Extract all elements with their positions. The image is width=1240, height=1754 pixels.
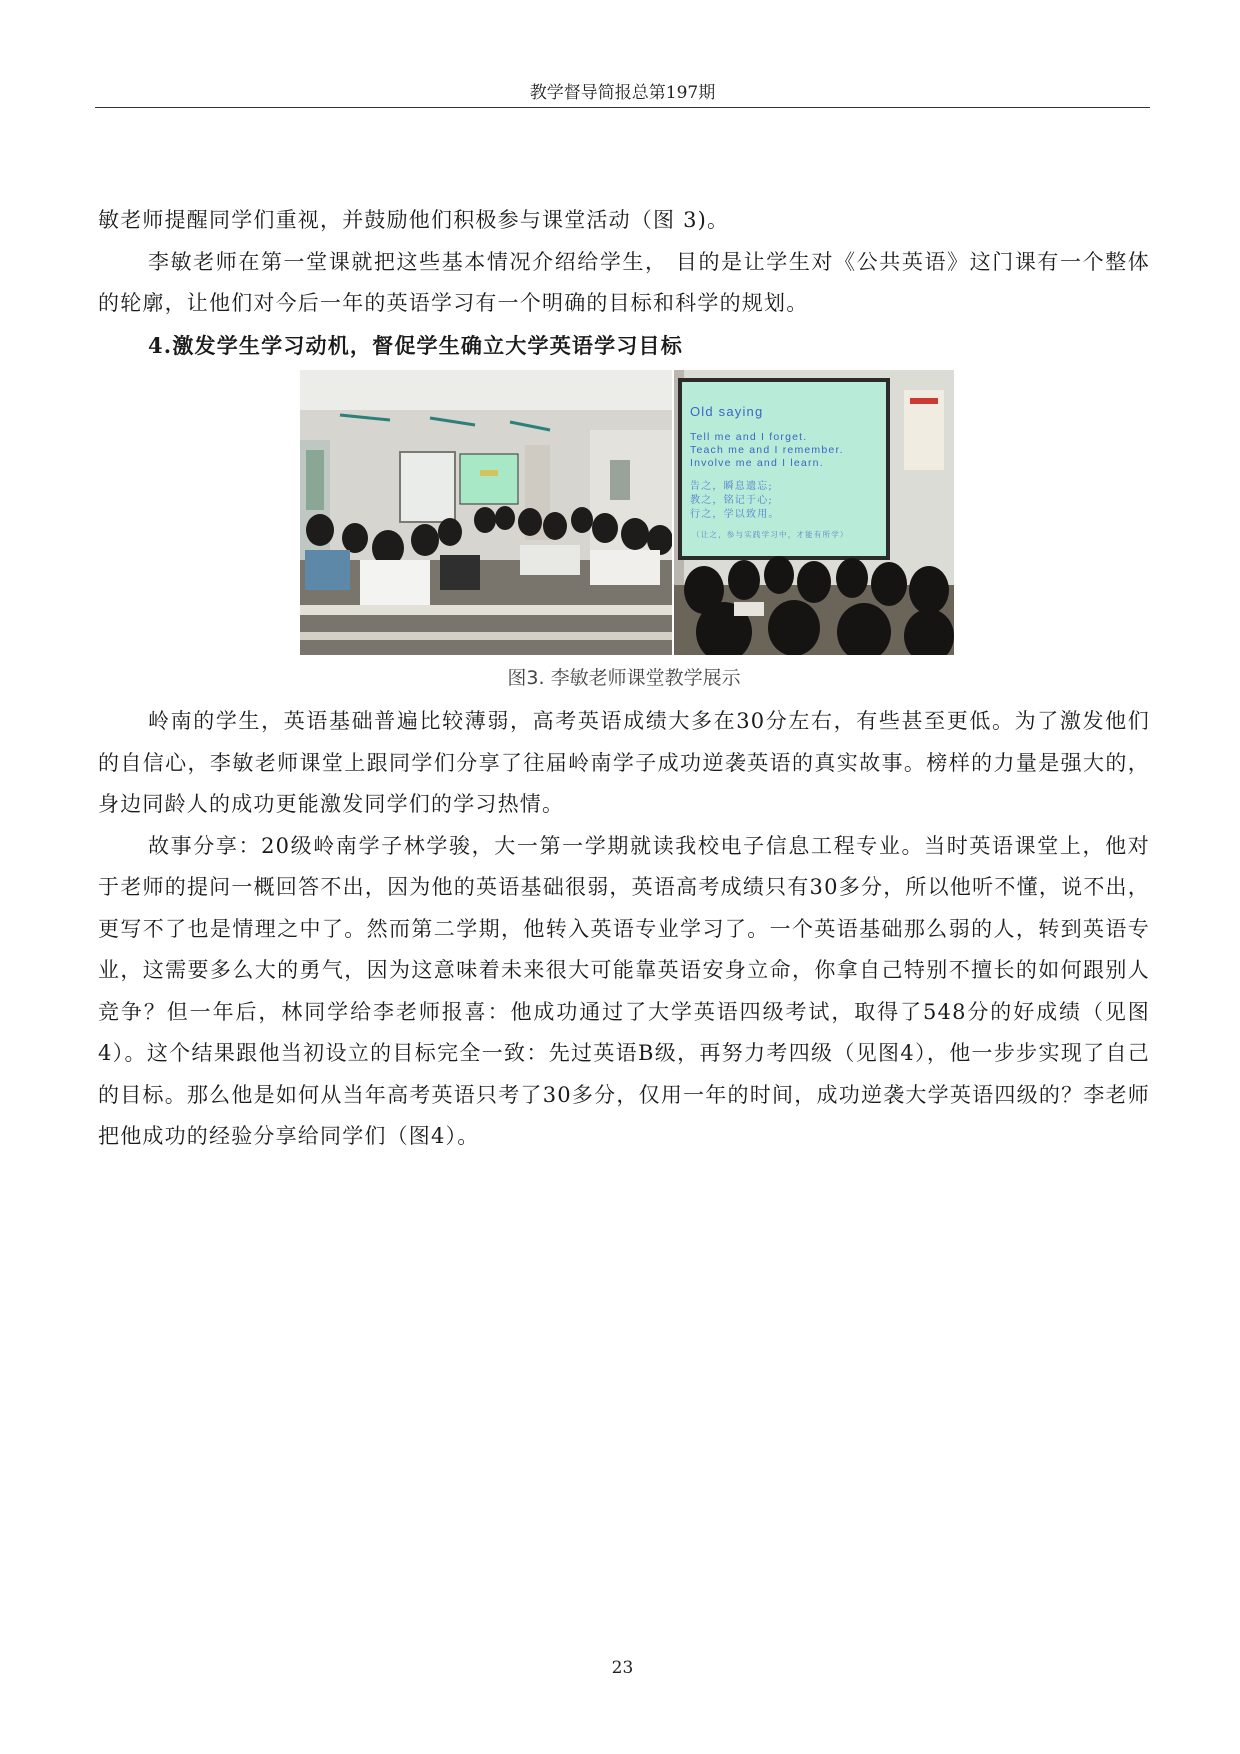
- section-heading: 4.激发学生学习动机，督促学生确立大学英语学习目标: [148, 332, 683, 358]
- figure-3: [98, 366, 1150, 701]
- slide-cn-1: 告之，瞬息遗忘;: [690, 481, 773, 492]
- slide-title: Old saying: [690, 404, 764, 419]
- header-rule: [95, 107, 1150, 108]
- article-body: [98, 200, 1150, 1158]
- paragraph-story-share: 故事分享：20级岭南学子林学骏，大一第一学期就读我校电子信息工程专业。当时英语课堂上，他对于老师的提问一概回答不出，因为他的英语基础很弱，英语高考成绩只有30多分，所以他听不懂，说不出，更写不了也是情理之中了。然而第二学期，他转入英语专业学习了。一个英语基础那么弱的人，转到英语专业，这需要多么大的勇气，因为这意味着未来很大可能靠英语安身立命，你拿自己特别不擅长的如何跟别人竞争？但一年后，林同学给李老师报喜：他成功通过了大学英语四级考试，取得了548分的好成绩（见图4）。这个结果跟他当初设立的目标完全一致：先过英语B级，再努力考四级（见图4），他一步步实现了自己的目标。那么他是如何从当年高考英语只考了30多分，仅用一年的时间，成功逆袭大学英语四级的？李老师把他成功的经验分享给同学们（图4）。: [98, 833, 1150, 1148]
- slide-line-2: Teach me and I remember.: [690, 444, 844, 456]
- slide-line-1: Tell me and I forget.: [690, 431, 808, 443]
- slide-note: （让之，参与实践学习中，才能有所学）: [692, 530, 849, 539]
- running-header: 教学督导简报总第197期: [529, 83, 716, 103]
- paragraph-continuation: 敏老师提醒同学们重视，并鼓励他们积极参与课堂活动（图 3)。: [98, 208, 730, 232]
- classroom-photo-left: [300, 370, 672, 655]
- slide-line-3: Involve me and I learn.: [690, 457, 824, 469]
- page-number: 23: [611, 1658, 634, 1678]
- slide-cn-2: 教之，铭记于心;: [690, 495, 773, 506]
- paragraph-course-intro: 李敏老师在第一堂课就把这些基本情况介绍给学生， 目的是让学生对《公共英语》这门课有一个整体的轮廓，让他们对今后一年的英语学习有一个明确的目标和科学的规划。: [98, 249, 1150, 315]
- figure-3-caption: 图3. 李敏老师课堂教学展示: [507, 667, 741, 689]
- classroom-photo-right: [674, 370, 954, 655]
- figure-3-photos: [300, 370, 954, 655]
- classroom-wide-illustration: [300, 370, 672, 655]
- projector-slide-illustration: [674, 370, 954, 655]
- paragraph-students-background: 岭南的学生，英语基础普遍比较薄弱，高考英语成绩大多在30分左右，有些甚至更低。为了激发他们的自信心，李敏老师课堂上跟同学们分享了往届岭南学子成功逆袭英语的真实故事。榜样的力量是强大的，身边同龄人的成功更能激发同学们的学习热情。: [98, 709, 1150, 816]
- slide-cn-3: 行之，学以致用。: [690, 509, 780, 520]
